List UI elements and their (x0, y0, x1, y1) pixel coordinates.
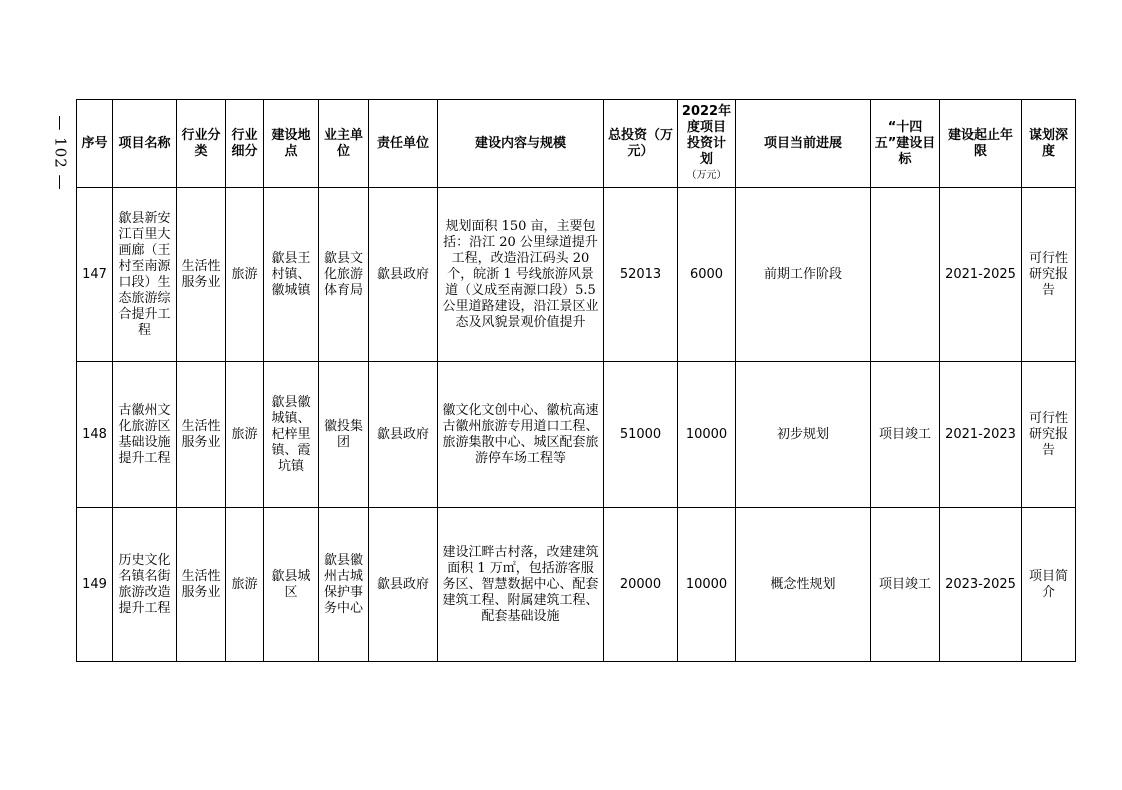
cell-seq: 148 (77, 362, 113, 508)
cell-plan-2022: 10000 (678, 508, 736, 662)
cell-total-investment: 52013 (604, 188, 678, 362)
cell-seq: 147 (77, 188, 113, 362)
header-depth: 谋划深度 (1022, 100, 1076, 188)
cell-total-investment: 51000 (604, 362, 678, 508)
cell-depth: 可行性研究报告 (1022, 188, 1076, 362)
cell-content: 徽文化文创中心、徽杭高速古徽州旅游专用道口工程、旅游集散中心、城区配套旅游停车场工程等 (438, 362, 604, 508)
cell-location: 歙县王村镇、徽城镇 (264, 188, 319, 362)
cell-industry: 生活性服务业 (177, 508, 226, 662)
page-number (48, 98, 74, 208)
cell-target: 项目竣工 (871, 362, 940, 508)
cell-responsible: 歙县政府 (369, 362, 438, 508)
cell-target (871, 188, 940, 362)
cell-content: 规划面积 150 亩，主要包括：沿江 20 公里绿道提升工程，改造沿江码头 20 个，皖浙 1 号线旅游风景道（义成至南源口段）5.5 公里道路建设，沿江景区业态及风貌景观价值提升 (438, 188, 604, 362)
cell-name: 古徽州文化旅游区基础设施提升工程 (113, 362, 177, 508)
cell-sub-industry: 旅游 (226, 362, 264, 508)
table-header-row (77, 100, 1076, 188)
cell-plan-2022: 6000 (678, 188, 736, 362)
cell-industry: 生活性服务业 (177, 362, 226, 508)
header-plan-2022-main: 2022年度项目投资计划 (681, 103, 732, 167)
header-sub-industry: 行业细分 (226, 100, 264, 188)
cell-plan-2022: 10000 (678, 362, 736, 508)
cell-industry: 生活性服务业 (177, 188, 226, 362)
header-target: “十四五”建设目标 (871, 100, 940, 188)
cell-target: 项目竣工 (871, 508, 940, 662)
cell-total-investment: 20000 (604, 508, 678, 662)
table-row (77, 188, 1076, 362)
cell-progress: 前期工作阶段 (736, 188, 871, 362)
header-total-investment: 总投资（万元） (604, 100, 678, 188)
page-number-text: — 102 — (52, 115, 71, 191)
header-owner: 业主单位 (319, 100, 369, 188)
cell-owner: 歙县徽州古城保护事务中心 (319, 508, 369, 662)
header-plan-2022-unit: （万元） (686, 169, 727, 181)
header-plan-2022 (678, 100, 736, 188)
cell-responsible: 歙县政府 (369, 188, 438, 362)
cell-content: 建设江畔古村落，改建建筑面积 1 万㎡，包括游客服务区、智慧数据中心、配套建筑工程、附属建筑工程、配套基础设施 (438, 508, 604, 662)
cell-depth: 项目简介 (1022, 508, 1076, 662)
header-period: 建设起止年限 (940, 100, 1022, 188)
cell-sub-industry: 旅游 (226, 188, 264, 362)
header-seq: 序号 (77, 100, 113, 188)
cell-seq: 149 (77, 508, 113, 662)
header-content: 建设内容与规模 (438, 100, 604, 188)
cell-location: 歙县徽城镇、杞梓里镇、霞坑镇 (264, 362, 319, 508)
header-responsible: 责任单位 (369, 100, 438, 188)
header-name: 项目名称 (113, 100, 177, 188)
cell-owner: 歙县文化旅游体育局 (319, 188, 369, 362)
cell-owner: 徽投集团 (319, 362, 369, 508)
table-row (77, 362, 1076, 508)
header-industry: 行业分类 (177, 100, 226, 188)
cell-name: 历史文化名镇名街旅游改造提升工程 (113, 508, 177, 662)
cell-period: 2021-2025 (940, 188, 1022, 362)
project-table (76, 99, 1076, 662)
cell-progress: 初步规划 (736, 362, 871, 508)
cell-period: 2023-2025 (940, 508, 1022, 662)
header-location: 建设地点 (264, 100, 319, 188)
cell-responsible: 歙县政府 (369, 508, 438, 662)
cell-sub-industry: 旅游 (226, 508, 264, 662)
cell-depth: 可行性研究报告 (1022, 362, 1076, 508)
cell-period: 2021-2023 (940, 362, 1022, 508)
cell-name: 歙县新安江百里大画廊（王村至南源口段）生态旅游综合提升工程 (113, 188, 177, 362)
cell-location: 歙县城区 (264, 508, 319, 662)
header-progress: 项目当前进展 (736, 100, 871, 188)
table-row (77, 508, 1076, 662)
cell-progress: 概念性规划 (736, 508, 871, 662)
